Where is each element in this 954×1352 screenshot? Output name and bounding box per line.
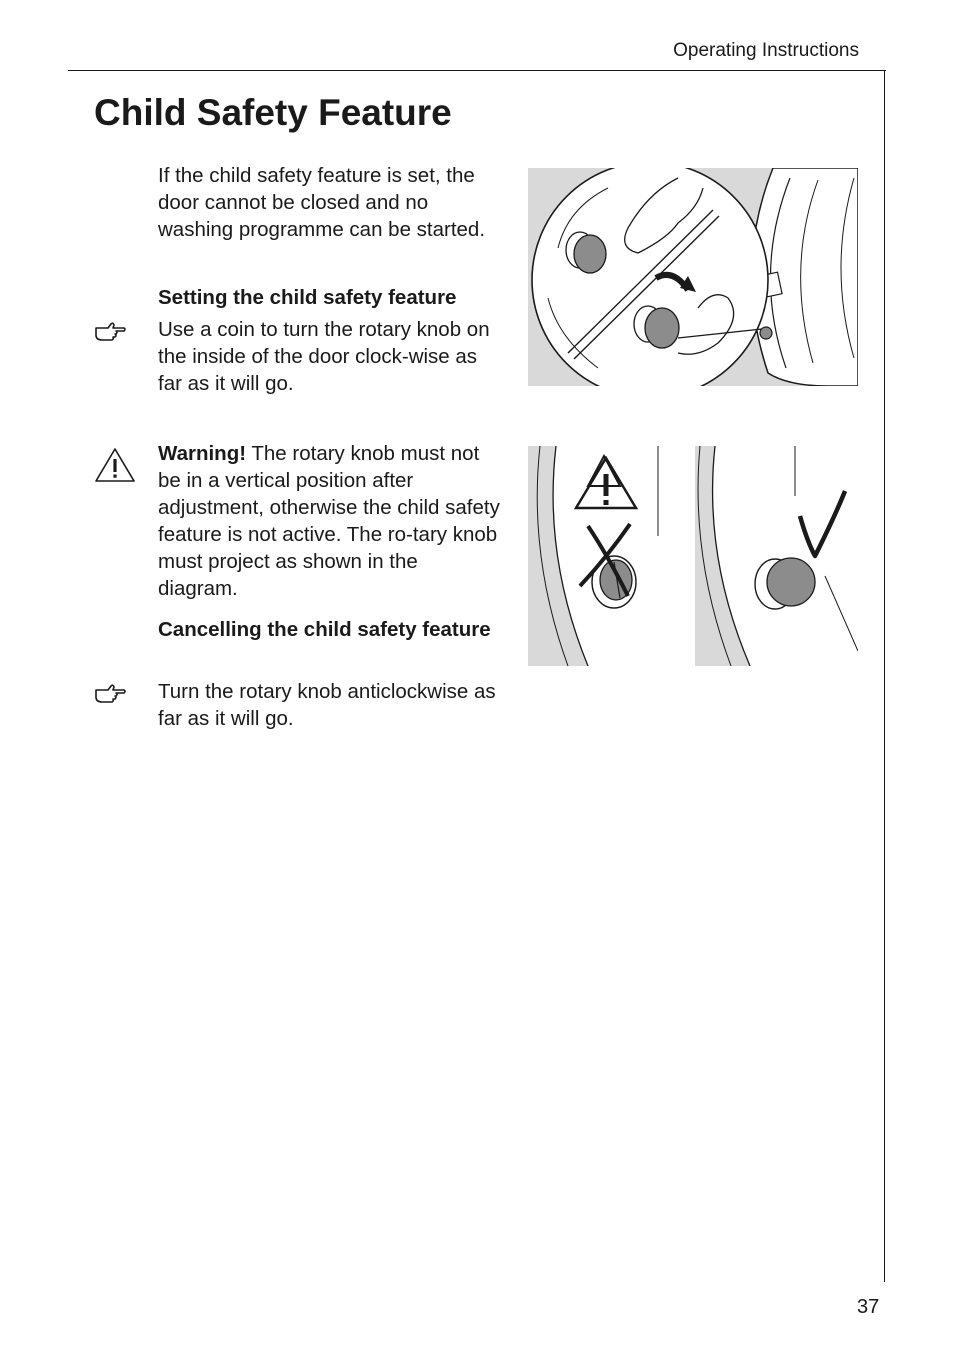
cancelling-heading: Cancelling the child safety feature <box>158 618 491 641</box>
warning-triangle-icon <box>94 447 136 483</box>
pointing-hand-icon <box>94 682 128 704</box>
warning-label: Warning! <box>158 442 247 465</box>
right-margin-rule <box>884 70 885 1282</box>
knob-correct-position-illustration <box>695 446 858 666</box>
setting-step: Use a coin to turn the rotary knob on the inside of the door clock-wise as far as it will go. <box>158 318 490 395</box>
door-knob-coin-illustration <box>528 168 858 386</box>
page-title: Child Safety Feature <box>94 92 452 133</box>
warning-paragraph <box>158 440 503 602</box>
pointing-hand-icon <box>94 320 128 342</box>
setting-heading: Setting the child safety feature <box>158 286 457 309</box>
knob-wrong-position-illustration <box>528 446 690 666</box>
header-rule <box>68 70 886 71</box>
header-section-label: Operating Instructions <box>673 40 859 61</box>
cancelling-step: Turn the rotary knob anticlockwise as far as it will go. <box>158 680 496 730</box>
warning-text: The rotary knob must not be in a vertical position after adjustment, otherwise the child safety feature is not active. The ro-tary knob must project as shown in the diagram. <box>158 442 500 600</box>
page-number: 37 <box>857 1296 880 1318</box>
intro-paragraph: If the child safety feature is set, the door cannot be closed and no washing programme can be started. <box>158 164 486 241</box>
